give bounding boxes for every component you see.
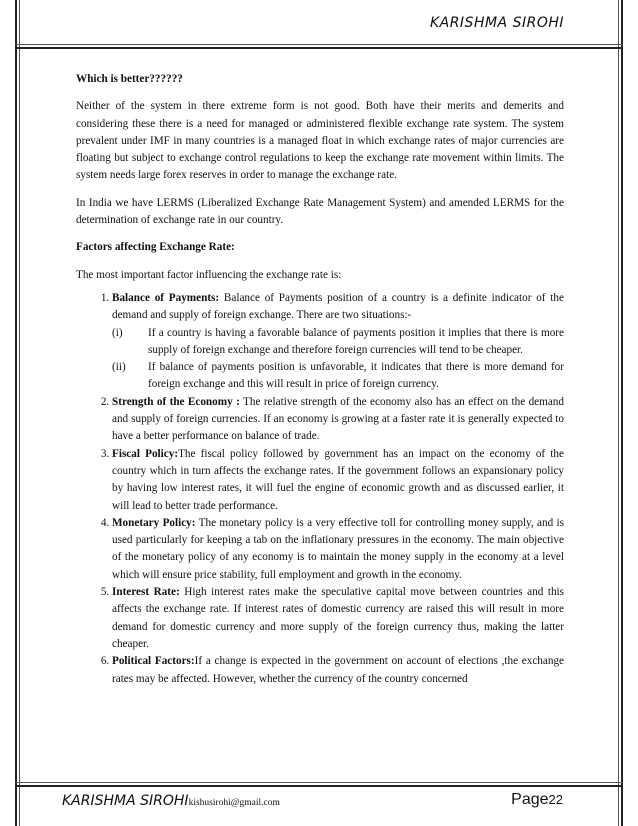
paragraph-lerms: In India we have LERMS (Liberalized Exchange Rate Management System) and amended LERMS for the determination of exchange rate in our country. [76,196,564,227]
paragraph-exchange-systems: Neither of the system in there extreme form is not good. Both have their merits and demerits and considering these there is a need for managed or administered flexible exchange rate system. The system prevalent under IMF in many countries is a managed float in which exchange rates of major currencies are floating but subject to exchange control regulations to keep the exchange rate movement within limits. The system needs large forex reserves in order to manage the exchange rate. [76,100,564,182]
sub-item [112,325,564,360]
factor-title: Fiscal Policy: [112,447,179,460]
factors-intro: The most important factor influencing the exchange rate is: [76,268,342,281]
header-rule [15,44,623,45]
factor-text: The fiscal policy followed by government has an impact on the economy of the country which in turn affects the exchange rates. If the government follows an expansionary policy by having low interest rates, it will fuel the engine of economic growth and as discussed earlier, it will lead to better trade performance. [112,447,564,512]
sub-item [112,359,564,394]
factors-list [76,290,564,688]
footer-author-name: KARISHMA SIROHI [62,793,189,809]
factor-text: The relative strength of the economy also has an effect on the demand and supply of foreign currencies. If an economy is growing at a faster rate it is generally expected to have a better performance on balance of trade. [112,395,564,443]
factor-title: Interest Rate: [112,586,180,599]
header-rule-thick [15,47,623,49]
sub-item-text: If a country is having a favorable balance of payments position it implies that there is more supply of foreign exchange and therefore foreign currencies will tend to be cheaper. [148,326,564,356]
sub-item-text: If balance of payments position is unfavorable, it indicates that there is more demand for foreign exchange and this will result in price of foreign currency. [148,361,564,391]
page-number-value: 22 [548,792,563,807]
list-item [112,394,564,446]
footer-rule [15,782,623,783]
factor-title: Balance of Payments: [112,291,220,304]
factor-text: Balance of Payments position of a country is a definite indicator of the demand and supply of foreign exchange. There are two situations:- [112,291,564,322]
sub-item-number: (i) [112,326,123,339]
list-item [112,290,564,394]
list-item [112,584,564,653]
footer-email[interactable]: kishusirohi@gmail.com [188,798,280,808]
factor-title: Political Factors: [112,655,195,668]
factor-title: Strength of the Economy : [112,395,240,408]
document-body [76,71,564,688]
footer-author [62,793,280,809]
factor-text: High interest rates make the speculative capital move between countries and this affects the exchange rate. If interest rates of domestic currency are raised this will result in more demand for domestic currency and more supply of the foreign currency thus, making the latter cheaper. [112,586,564,650]
list-item [112,515,564,584]
list-item [112,446,564,515]
sub-item-number: (ii) [112,361,126,374]
factor-title: Monetary Policy: [112,516,196,529]
page-number [511,791,563,809]
heading-factors: Factors affecting Exchange Rate: [76,241,235,254]
heading-which-is-better: Which is better?????? [76,73,183,85]
list-item [112,653,564,688]
factor-text: If a change is expected in the government on account of elections ,the exchange rates may be affected. However, whether the currency of the country concerned [112,655,564,685]
page-label: Page [511,791,549,808]
footer-rule-thick [15,785,623,787]
factor-text: The monetary policy is a very effective toll for controlling money supply, and is used particularly for keeping a tab on the inflationary pressures in the economy. The main objective of the monetary policy of any economy is to maintain the money supply in the economy at a level which will ensure price stability, full employment and growth in the economy. [112,516,564,581]
header-author-name: KARISHMA SIROHI [429,15,564,31]
